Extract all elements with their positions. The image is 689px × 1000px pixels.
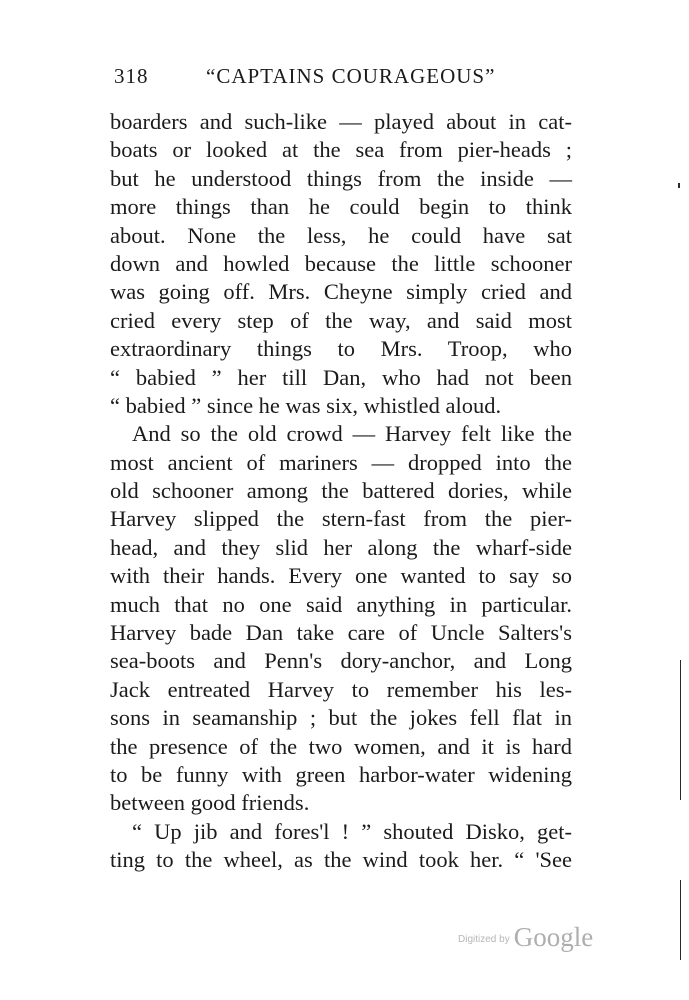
google-logo: Google bbox=[513, 922, 594, 952]
text-line: head, and they slid her along the wharf-side bbox=[110, 534, 572, 560]
running-title: “CAPTAINS COURAGEOUS” bbox=[206, 64, 496, 88]
scan-edge-mark bbox=[678, 183, 680, 188]
text-line: with their hands. Every one wanted to say so bbox=[110, 563, 572, 589]
text-line: “ babied ” her till Dan, who had not been bbox=[110, 364, 572, 390]
scan-edge-line bbox=[680, 660, 681, 800]
text-line: Harvey slipped the stern-fast from the pier- bbox=[110, 506, 572, 532]
text-line: more things than he could begin to think bbox=[110, 194, 572, 220]
text-line: Jack entreated Harvey to remember his les- bbox=[110, 676, 572, 702]
text-line: most ancient of mariners — dropped into the bbox=[110, 449, 572, 475]
digitized-watermark bbox=[458, 922, 593, 953]
text-line: And so the old crowd — Harvey felt like the bbox=[132, 421, 572, 447]
text-line: the presence of the two women, and it is hard bbox=[110, 733, 572, 759]
text-line: “ babied ” since he was six, whistled aloud. bbox=[110, 392, 502, 418]
text-line: ting to the wheel, as the wind took her. “ 'See bbox=[110, 847, 572, 873]
text-line: was going off. Mrs. Cheyne simply cried and bbox=[110, 279, 572, 305]
text-line: cried every step of the way, and said most bbox=[110, 307, 572, 333]
text-line: boarders and such-like — played about in cat- bbox=[110, 109, 572, 134]
text-line: “ Up jib and fores'l ! ” shouted Disko, get- bbox=[132, 818, 572, 844]
text-line: to be funny with green harbor-water widening bbox=[110, 761, 572, 787]
text-line: about. None the less, he could have sat bbox=[110, 222, 572, 248]
text-line: sea-boots and Penn's dory-anchor, and Long bbox=[110, 648, 572, 674]
text-line: between good friends. bbox=[110, 790, 310, 816]
text-line: Harvey bade Dan take care of Uncle Salters's bbox=[110, 620, 572, 646]
text-line: extraordinary things to Mrs. Troop, who bbox=[110, 336, 572, 362]
text-line: down and howled because the little schooner bbox=[110, 250, 572, 276]
text-line: old schooner among the battered dories, while bbox=[110, 478, 572, 504]
watermark-prefix: Digitized by bbox=[458, 934, 510, 945]
text-line: but he understood things from the inside — bbox=[110, 165, 572, 191]
text-line: much that no one said anything in particular. bbox=[110, 591, 572, 617]
text-line: boats or looked at the sea from pier-heads ; bbox=[110, 137, 572, 163]
scan-edge-line bbox=[680, 880, 681, 960]
running-head bbox=[114, 58, 572, 92]
page-number: 318 bbox=[114, 64, 149, 88]
text-line: sons in seamanship ; but the jokes fell flat in bbox=[110, 705, 572, 731]
body-text bbox=[110, 108, 572, 875]
